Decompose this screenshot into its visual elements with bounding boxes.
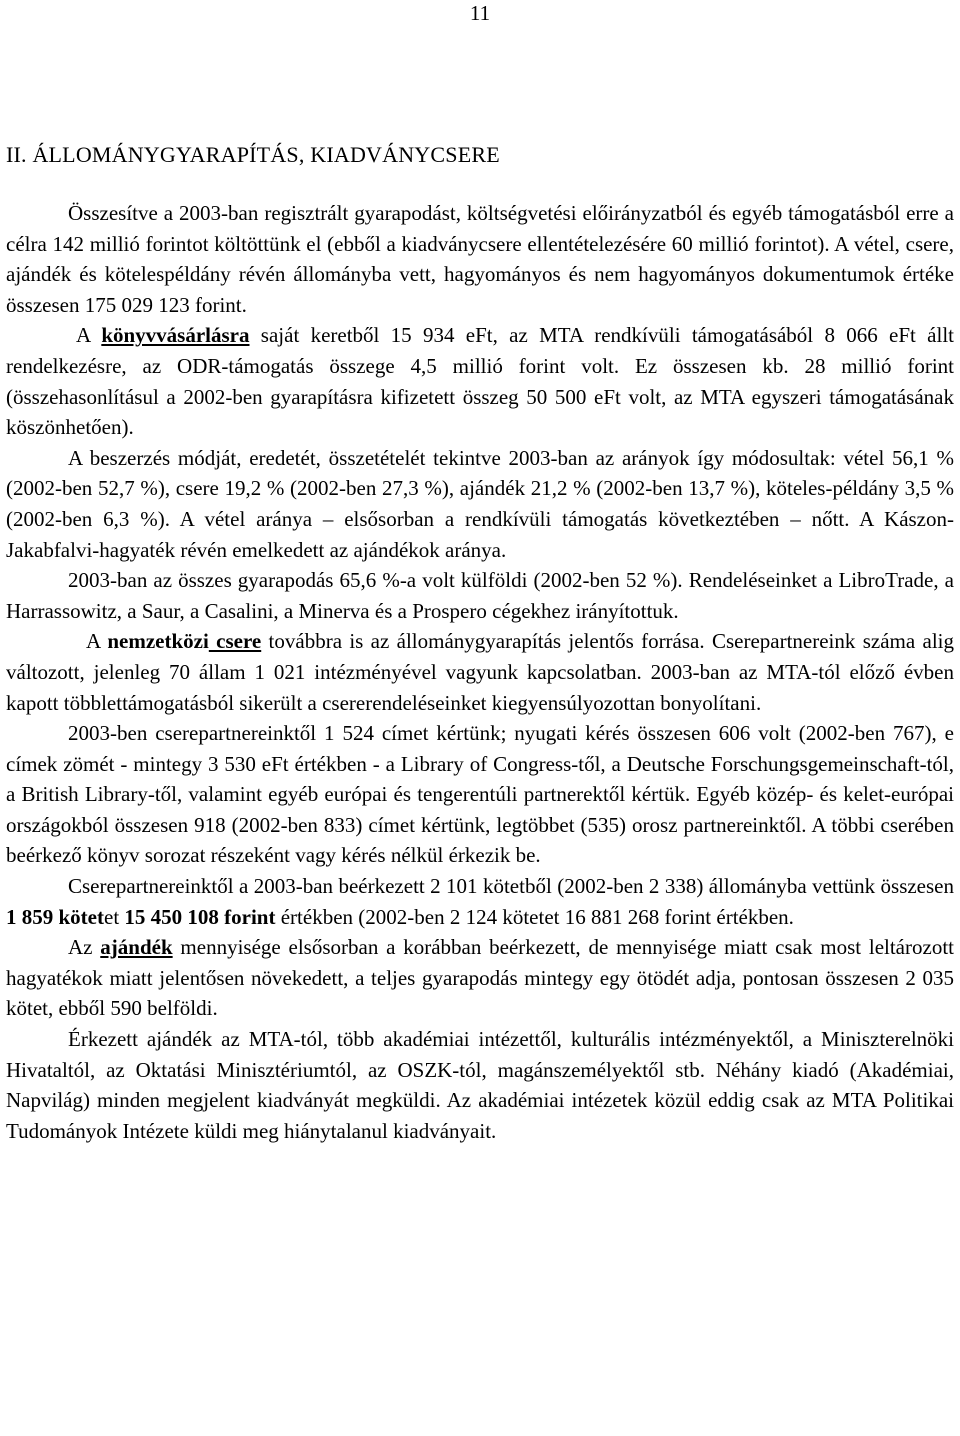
paragraph-6: 2003-ben cserepartnereinktől 1 524 címet kértünk; nyugati kérés összesen 606 volt (2002-ben 767), e címek zömét - mintegy 3 530 eFt értékben - a Library of Congress-től, a Deutsche Forschungsgemeinschaft-tól, a British Library-től, valamint egyéb európai és tengerentúli partnerektől kértük. Egyéb közép- és kelet-európai országokból összesen 918 (2002-ben 833) címet kértünk, legtöbbet (535) orosz partnereinktől. A többi cserében beérkező könyv sorozat részeként vagy kérés nélkül érkezik be.	[6, 721, 954, 868]
paragraph-3: A beszerzés módját, eredetét, összetételét tekintve 2003-ban az arányok így módosultak: vétel 56,1 % (2002-ben 52,7 %), csere 19,2 % (2002-ben 27,3 %), ajándék 21,2 % (2002-ben 13,7 %), köteles-példány 3,5 % (2002-ben 6,3 %). A vétel aránya – elsősorban a rendkívüli támogatás következtében – nőtt. A Kászon-Jakabfalvi-hagyaték révén emelkedett az ajándékok aránya.	[6, 445, 954, 562]
paragraph-7	[6, 871, 954, 932]
keyword-konyvvasarlas: könyvvásárlásra	[101, 323, 250, 348]
keyword-nemzetkozi: nemzetközi	[107, 629, 209, 654]
paragraph-2	[6, 320, 954, 442]
paragraph-5-pre: A	[86, 629, 108, 654]
paragraph-8	[6, 932, 954, 1024]
keyword-csere: csere	[208, 629, 262, 654]
paragraph-8-text: mennyisége elsősorban a korábban beérkezett, de mennyisége miatt csak most leltározott hagyatékok miatt jelentősen növekedett, a teljes gyarapodás mintegy egy ötödét adja, pontosan összesen 2 035 kötet, ebből 590 belföldi.	[6, 935, 954, 1021]
page-number: 11	[469, 1, 491, 25]
paragraph-4: 2003-ban az összes gyarapodás 65,6 %-a volt külföldi (2002-ben 52 %). Rendeléseinket a LibroTrade, a Harrassowitz, a Saur, a Casalini, a Minerva és a Prospero cégekhez irányítottuk.	[6, 568, 954, 623]
section-heading: II. ÁLLOMÁNYGYARAPÍTÁS, KIADVÁNYCSERE	[6, 142, 500, 167]
paragraph-8-pre: Az	[68, 935, 101, 960]
keyword-ajandek: ajándék	[100, 935, 173, 960]
paragraph-1: Összesítve a 2003-ban regisztrált gyarapodást, költségvetési előirányzatból és egyéb támogatásból erre a célra 142 millió forintot költöttünk el (ebből a kiadványcsere ellentételezésére 60 millió forintot). A vétel, csere, ajándék és kötelespéldány révén állományba vett, hagyományos és nem hagyományos dokumentumok értéke összesen 175 029 123 forint.	[6, 201, 954, 317]
highlight-forint-value: 15 450 108 forint	[124, 904, 276, 929]
paragraph-7-text: értékben (2002-ben 2 124 kötetet 16 881 268 forint értékben.	[275, 904, 794, 929]
paragraph-7-mid: et	[104, 904, 125, 929]
paragraph-5	[6, 626, 954, 718]
paragraph-5-text: továbbra is az állománygyarapítás jelentős forrása. Cserepartnereink száma alig változott, jelenleg 70 állam 1 021 intézményével vagyunk kapcsolatban. 2003-ban az MTA-tól előző évben kapott többlettámogatásból sikerült a csererendeléseinket kiegyensúlyozottan bonyolítani.	[6, 629, 954, 715]
document-body	[6, 198, 954, 1146]
paragraph-7-pre: Cserepartnereinktől a 2003-ban beérkezett 2 101 kötetből (2002-ben 2 338) állományba vettünk összesen	[68, 874, 954, 899]
highlight-kotet-count: 1 859 kötet	[6, 904, 104, 929]
paragraph-2-text: saját keretből 15 934 eFt, az MTA rendkívüli támogatásából 8 066 eFt állt rendelkezésre, az ODR-támogatás összege 4,5 millió forint volt. Ez összesen kb. 28 millió forint (összehasonlításul a 2002-ben gyarapításra kifizetett összeg 50 500 eFt volt, az MTA egyszeri támogatásának köszönhetően).	[6, 323, 954, 440]
paragraph-2-pre: A	[76, 323, 102, 348]
paragraph-9: Érkezett ajándék az MTA-tól, több akadémiai intézettől, kulturális intézményektől, a Miniszterelnöki Hivataltól, az Oktatási Minisztériumtól, az OSZK-tól, magánszemélyektől stb. Néhány kiadó (Akadémiai, Napvilág) minden megjelent kiadványát megküldi. Az akadémiai intézetek közül eddig csak az MTA Politikai Tudományok Intézete küldi meg hiánytalanul kiadványait.	[6, 1027, 954, 1143]
